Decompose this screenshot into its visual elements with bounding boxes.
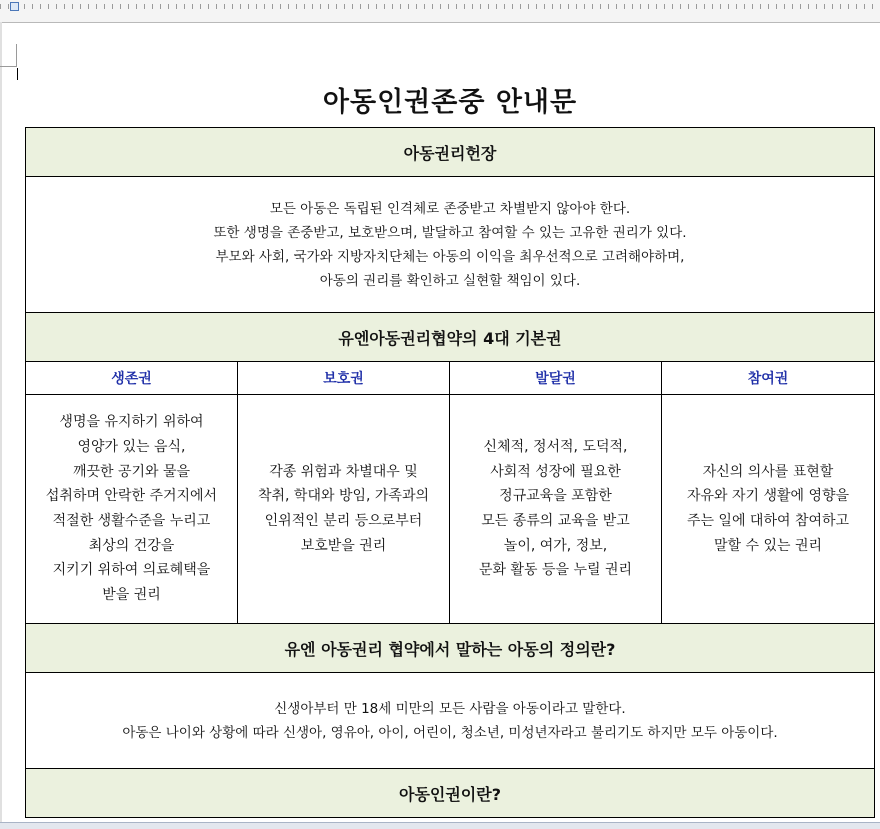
right-line: 섭취하며 안락한 주거지에서	[45, 488, 218, 505]
right-line: 주는 일에 대하여 참여하고	[686, 513, 850, 529]
right-line: 사회적 성장에 필요한	[490, 463, 621, 480]
child-rights-heading: 아동인권이란?	[26, 769, 875, 818]
right-line: 정규교육을 포함한	[499, 488, 612, 505]
right-title-protection: 보호권	[238, 362, 450, 395]
right-line: 자신의 의사를 표현할	[702, 463, 834, 480]
right-line: 깨끗한 공기와 물을	[72, 463, 191, 480]
right-line: 인위적인 분리 등으로부터	[264, 513, 423, 529]
right-line: 최상의 건강을	[88, 537, 175, 554]
right-line: 신체적, 정서적, 도덕적,	[483, 438, 628, 455]
page-edge	[0, 22, 2, 828]
charter-line: 모든 아동은 독립된 인격체로 존중받고 차별받지 않아야 한다.	[269, 200, 631, 217]
right-body-survival	[26, 395, 238, 624]
right-body-protection	[238, 395, 450, 624]
right-line: 모든 종류의 교육을 받고	[481, 513, 630, 529]
right-line: 문화 활동 등을 누릴 권리	[478, 562, 633, 579]
definition-line: 아동은 나이와 상황에 따라 신생아, 영유아, 아이, 어린이, 청소년, 미성년자라고 불리기도 하지만 모두 아동이다.	[122, 724, 778, 741]
right-line: 말할 수 있는 권리	[713, 537, 823, 554]
charter-line: 아동의 권리를 확인하고 실현할 책임이 있다.	[319, 272, 581, 289]
indent-marker-icon[interactable]	[10, 2, 19, 11]
charter-body	[26, 177, 875, 313]
margin-guide-horizontal	[0, 66, 17, 67]
right-line: 착취, 학대와 방임, 가족과의	[257, 488, 429, 505]
right-body-participation	[662, 395, 875, 624]
charter-line: 부모와 사회, 국가와 지방자치단체는 아동의 이익을 최우선적으로 고려해야하며,	[215, 248, 685, 265]
right-line: 영양가 있는 음식,	[77, 438, 186, 455]
right-line: 각종 위험과 차별대우 및	[269, 463, 418, 480]
rights-heading: 유엔아동권리협약의 4대 기본권	[26, 313, 875, 362]
right-line: 적절한 생활수준을 누리고	[52, 513, 211, 529]
margin-guide-vertical	[16, 44, 17, 66]
right-body-development	[450, 395, 662, 624]
right-line: 자유와 자기 생활에 영향을	[686, 488, 850, 505]
right-line: 받을 권리	[102, 587, 161, 604]
right-title-survival: 생존권	[26, 362, 238, 395]
right-line: 지키기 위하여 의료혜택을	[52, 562, 211, 579]
guide-table	[25, 127, 875, 818]
right-title-development: 발달권	[450, 362, 662, 395]
right-line: 놀이, 여가, 정보,	[503, 537, 608, 554]
definition-line: 신생아부터 만 18세 미만의 모든 사람을 아동이라고 말한다.	[274, 700, 626, 717]
charter-heading: 아동권리헌장	[26, 128, 875, 177]
text-cursor	[17, 68, 18, 80]
page-title: 아동인권존중 안내문	[322, 87, 578, 118]
charter-line: 또한 생명을 존중받고, 보호받으며, 발달하고 참여할 수 있는 고유한 권리가 있다.	[213, 224, 687, 241]
definition-body	[26, 673, 875, 769]
definition-heading: 유엔 아동권리 협약에서 말하는 아동의 정의란?	[26, 624, 875, 673]
horizontal-ruler[interactable]	[0, 0, 880, 23]
right-line: 보호받을 권리	[300, 537, 387, 554]
right-line: 생명을 유지하기 위하여	[59, 414, 204, 431]
right-title-participation: 참여권	[662, 362, 875, 395]
